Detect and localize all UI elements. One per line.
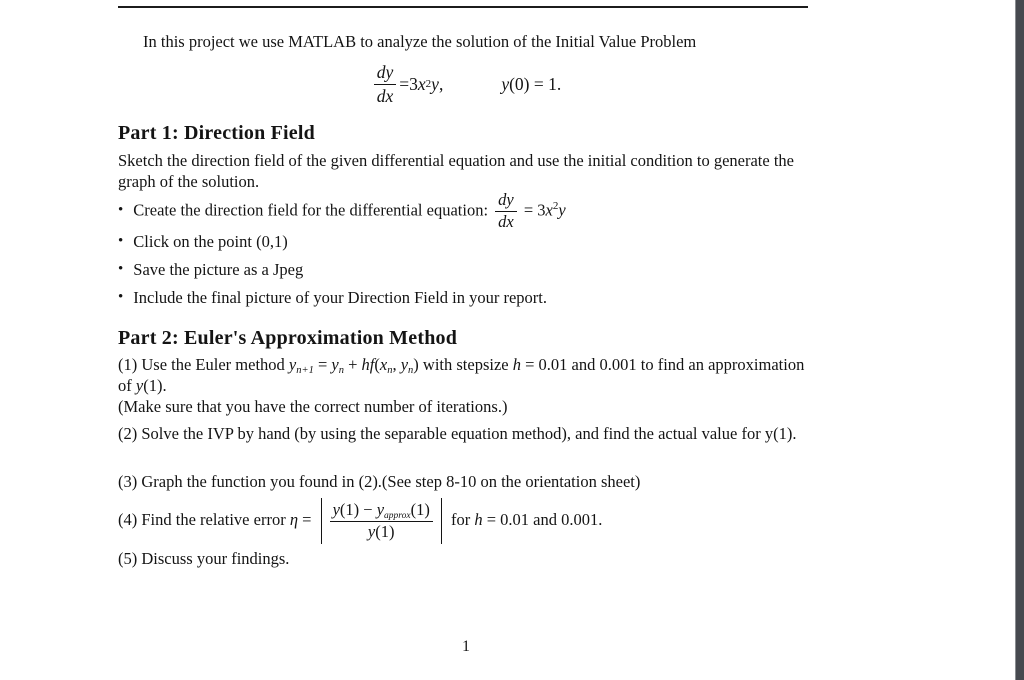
bullet-item-include-picture xyxy=(118,288,814,308)
part2-item-1-text: (1) Use the Euler method yn+1 = yn + hf(xn, yn) with stepsize h = 0.01 and 0.001 to find an approximation of y(1). xyxy=(118,355,805,395)
part2-heading: Part 2: Euler's Approximation Method xyxy=(118,327,458,349)
part1-intro: Sketch the direction field of the given differential equation and use the initial condition to generate the graph of the solution. xyxy=(118,151,794,191)
bullet-text: Include the final picture of your Direction Field in your report. xyxy=(133,288,548,307)
bullet-item-save-jpeg xyxy=(118,260,814,280)
page-content xyxy=(118,0,814,680)
page-number: 1 xyxy=(462,638,470,655)
bullet-icon: • xyxy=(118,288,124,305)
part2-item-4 xyxy=(118,494,814,548)
bullet-text: Create the direction field for the differential equation: $\frac{dy}{dx}$ = $3x^2y$ xyxy=(133,189,566,231)
part2-item-4-text: (4) Find the relative error η = $\frac{\text{y(1) − yapprox(1)}}{y(1)}$ for h = 0.01 and 0.001. xyxy=(118,498,602,544)
bullet-text: Click on the point (0,1) xyxy=(133,232,288,251)
bullet-text: Save the picture as a Jpeg xyxy=(133,260,304,279)
part1-heading: Part 1: Direction Field xyxy=(118,122,315,144)
top-rule xyxy=(118,6,808,8)
bullet-icon: • xyxy=(118,232,124,249)
bullet-icon: • xyxy=(118,260,124,277)
part2-item-5: (5) Discuss your findings. xyxy=(118,549,290,568)
bullet-icon: • xyxy=(118,201,124,218)
part2-item-1-note: (Make sure that you have the correct number of iterations.) xyxy=(118,397,508,416)
part2-item-2: (2) Solve the IVP by hand (by using the separable equation method), and find the actual value for y(1). xyxy=(118,424,797,443)
bullet-item-create-direction-field xyxy=(118,186,814,236)
part2-item-3: (3) Graph the function you found in (2).(See step 8-10 on the orientation sheet) xyxy=(118,472,641,491)
intro-paragraph: In this project we use MATLAB to analyze the solution of the Initial Value Problem xyxy=(143,32,697,51)
display-equation: $\frac{dy}{dx}$ = 3 x 2 y , y (0) = 1. xyxy=(118,57,814,111)
part2-item-1 xyxy=(118,354,814,417)
window-edge-bar xyxy=(1015,0,1024,680)
bullet-item-click-point xyxy=(118,232,814,252)
